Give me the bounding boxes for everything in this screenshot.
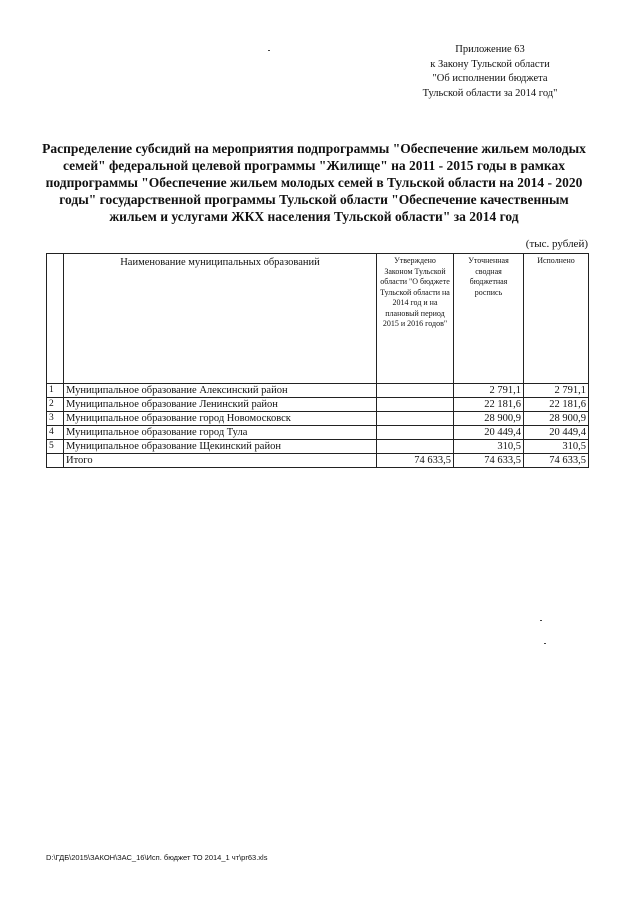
header-name: Наименование муниципальных образований (64, 254, 377, 384)
row-name: Муниципальное образование город Новомосковск (64, 412, 377, 426)
header-executed: Исполнено (524, 254, 589, 384)
appendix-line-3: "Об исполнении бюджета (432, 73, 548, 84)
table-row (47, 384, 589, 398)
row-name: Муниципальное образование город Тула (64, 426, 377, 440)
scan-speck (268, 50, 270, 51)
scan-speck (544, 643, 546, 644)
row-revised: 28 900,9 (454, 412, 524, 426)
file-path-footer: D:\ГДБ\2015\ЗАКОН\ЗАС_16\Исп. бюджет ТО 2014_1 чт\pr63.xls (46, 853, 268, 862)
total-approved: 74 633,5 (377, 454, 454, 468)
total-executed: 74 633,5 (524, 454, 589, 468)
row-number: 2 (47, 398, 64, 412)
row-approved (377, 426, 454, 440)
total-name: Итого (64, 454, 377, 468)
header-approved: Утверждено Законом Тульской области "О бюджете Тульской области на 2014 год и на плановый период 2015 и 2016 годов" (377, 254, 454, 384)
row-revised: 2 791,1 (454, 384, 524, 398)
document-title: Распределение субсидий на мероприятия подпрограммы "Обеспечение жильем молодых семей" федеральной целевой программы "Жилище" на 2011 - 2015 годы в рамках подпрограммы "Обеспечение жильем молодых семей в Тульской области на 2014 - 2020 годы" государственной программы Тульской области "Обеспечение качественным жильем и услугами ЖКХ населения Тульской области" за 2014 год (42, 141, 586, 224)
row-name: Муниципальное образование Ленинский район (64, 398, 377, 412)
row-number: 1 (47, 384, 64, 398)
row-name: Муниципальное образование Щекинский район (64, 440, 377, 454)
row-number: 4 (47, 426, 64, 440)
row-revised: 310,5 (454, 440, 524, 454)
table-row (47, 398, 589, 412)
appendix-line-4: Тульской области за 2014 год" (422, 87, 558, 99)
table-header-row (47, 254, 589, 384)
subsidy-table (46, 253, 589, 468)
row-executed: 310,5 (524, 440, 589, 454)
appendix-line-1: Приложение 63 (455, 44, 525, 55)
row-number: 3 (47, 412, 64, 426)
row-approved (377, 412, 454, 426)
row-executed: 20 449,4 (524, 426, 589, 440)
row-number: 5 (47, 440, 64, 454)
row-revised: 20 449,4 (454, 426, 524, 440)
table-row (47, 412, 589, 426)
unit-label: (тыс. рублей) (525, 238, 588, 250)
row-executed: 22 181,6 (524, 398, 589, 412)
total-revised: 74 633,5 (454, 454, 524, 468)
row-executed: 28 900,9 (524, 412, 589, 426)
table-total-row (47, 454, 589, 468)
appendix-line-2: к Закону Тульской области (430, 58, 550, 70)
appendix-block (400, 43, 580, 101)
header-num-cell (47, 254, 64, 384)
header-revised: Уточненная сводная бюджетная роспись (454, 254, 524, 384)
row-revised: 22 181,6 (454, 398, 524, 412)
row-name: Муниципальное образование Алексинский район (64, 384, 377, 398)
row-approved (377, 440, 454, 454)
scan-speck (540, 620, 542, 621)
row-executed: 2 791,1 (524, 384, 589, 398)
row-approved (377, 398, 454, 412)
row-approved (377, 384, 454, 398)
total-number (47, 454, 64, 468)
table-row (47, 426, 589, 440)
table-row (47, 440, 589, 454)
